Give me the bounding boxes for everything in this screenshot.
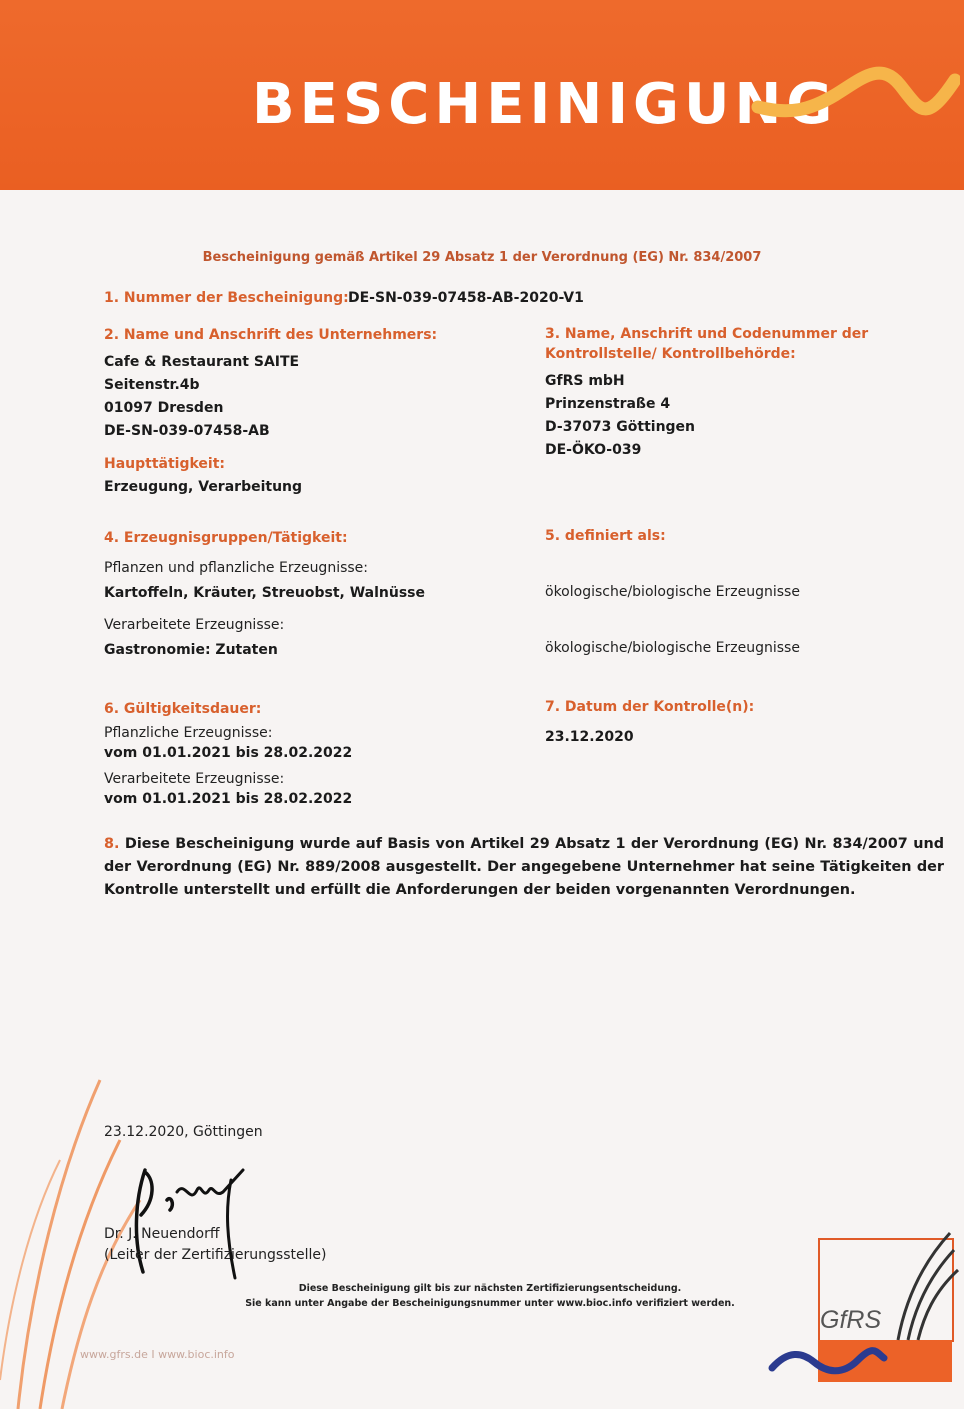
inspection-date-label: 7. Datum der Kontrolle(n): <box>545 699 755 715</box>
control-body-line: GfRS mbH <box>545 373 625 389</box>
main-activity-value: Erzeugung, Verarbeitung <box>104 479 303 495</box>
declaration-number: 8. <box>104 836 120 852</box>
signature-place-date: 23.12.2020, Göttingen <box>104 1124 263 1140</box>
control-body-label: 3. Name, Anschrift und Codenummer der <box>545 326 869 342</box>
control-body-label: Kontrollstelle/ Kontrollbehörde: <box>545 346 796 362</box>
page-title: BESCHEINIGUNG <box>252 72 838 137</box>
validity-value: vom 01.01.2021 bis 28.02.2022 <box>104 745 353 761</box>
certificate-number-value: DE-SN-039-07458-AB-2020-V1 <box>348 290 584 306</box>
control-body-line: Prinzenstraße 4 <box>545 396 671 412</box>
blue-wave-icon <box>768 1340 888 1380</box>
validity-title: Verarbeitete Erzeugnisse: <box>104 771 285 787</box>
certificate-number-label: 1. Nummer der Bescheinigung: <box>104 290 349 306</box>
control-body-line: D-37073 Göttingen <box>545 419 696 435</box>
validity-title: Pflanzliche Erzeugnisse: <box>104 725 273 741</box>
defined-as-value: ökologische/biologische Erzeugnisse <box>545 640 800 656</box>
control-body-line: DE-ÖKO-039 <box>545 442 642 458</box>
product-group-items: Kartoffeln, Kräuter, Streuobst, Walnüsse <box>104 585 425 601</box>
product-groups-label: 4. Erzeugnisgruppen/Tätigkeit: <box>104 530 348 546</box>
regulation-subtitle: Bescheinigung gemäß Artikel 29 Absatz 1 der Verordnung (EG) Nr. 834/2007 <box>202 250 762 265</box>
footnote-line: Sie kann unter Angabe der Bescheinigungsnummer unter www.bioc.info verifiziert werden. <box>245 1298 735 1309</box>
operator-line: Cafe & Restaurant SAITE <box>104 354 300 370</box>
gfrs-logo-text: GfRS <box>820 1306 882 1334</box>
footer-urls: www.gfrs.de I www.bioc.info <box>80 1348 235 1361</box>
operator-line: Seitenstr.4b <box>104 377 200 393</box>
main-activity-label: Haupttätigkeit: <box>104 456 226 472</box>
inspection-date-value: 23.12.2020 <box>545 729 634 745</box>
operator-line: 01097 Dresden <box>104 400 224 416</box>
operator-line: DE-SN-039-07458-AB <box>104 423 270 439</box>
product-group-items: Gastronomie: Zutaten <box>104 642 278 658</box>
defined-as-label: 5. definiert als: <box>545 528 666 544</box>
product-group-title: Pflanzen und pflanzliche Erzeugnisse: <box>104 560 369 576</box>
operator-label: 2. Name und Anschrift des Unternehmers: <box>104 327 438 343</box>
product-group-title: Verarbeitete Erzeugnisse: <box>104 617 285 633</box>
validity-label: 6. Gültigkeitsdauer: <box>104 701 262 717</box>
signatory-role: (Leiter der Zertifizierungsstelle) <box>104 1247 327 1263</box>
defined-as-value: ökologische/biologische Erzeugnisse <box>545 584 800 600</box>
declaration-text: Diese Bescheinigung wurde auf Basis von Artikel 29 Absatz 1 der Verordnung (EG) Nr. 834/2007 und der Verordnung (EG) Nr. 889/2008 ausgestellt. Der angegebene Unternehmer hat seine Tätigkeiten der Kontrolle unterstellt und erfüllt die Anforderungen der beiden vorgenannten Verordnungen. <box>104 836 944 898</box>
validity-value: vom 01.01.2021 bis 28.02.2022 <box>104 791 353 807</box>
signatory-name: Dr. J. Neuendorff <box>104 1226 220 1242</box>
header-band <box>0 0 964 190</box>
declaration-paragraph <box>104 833 944 902</box>
footnote-line: Diese Bescheinigung gilt bis zur nächsten Zertifizierungsentscheidung. <box>298 1283 682 1294</box>
wave-logo-icon <box>750 55 960 135</box>
gfrs-grass-icon <box>890 1228 960 1343</box>
